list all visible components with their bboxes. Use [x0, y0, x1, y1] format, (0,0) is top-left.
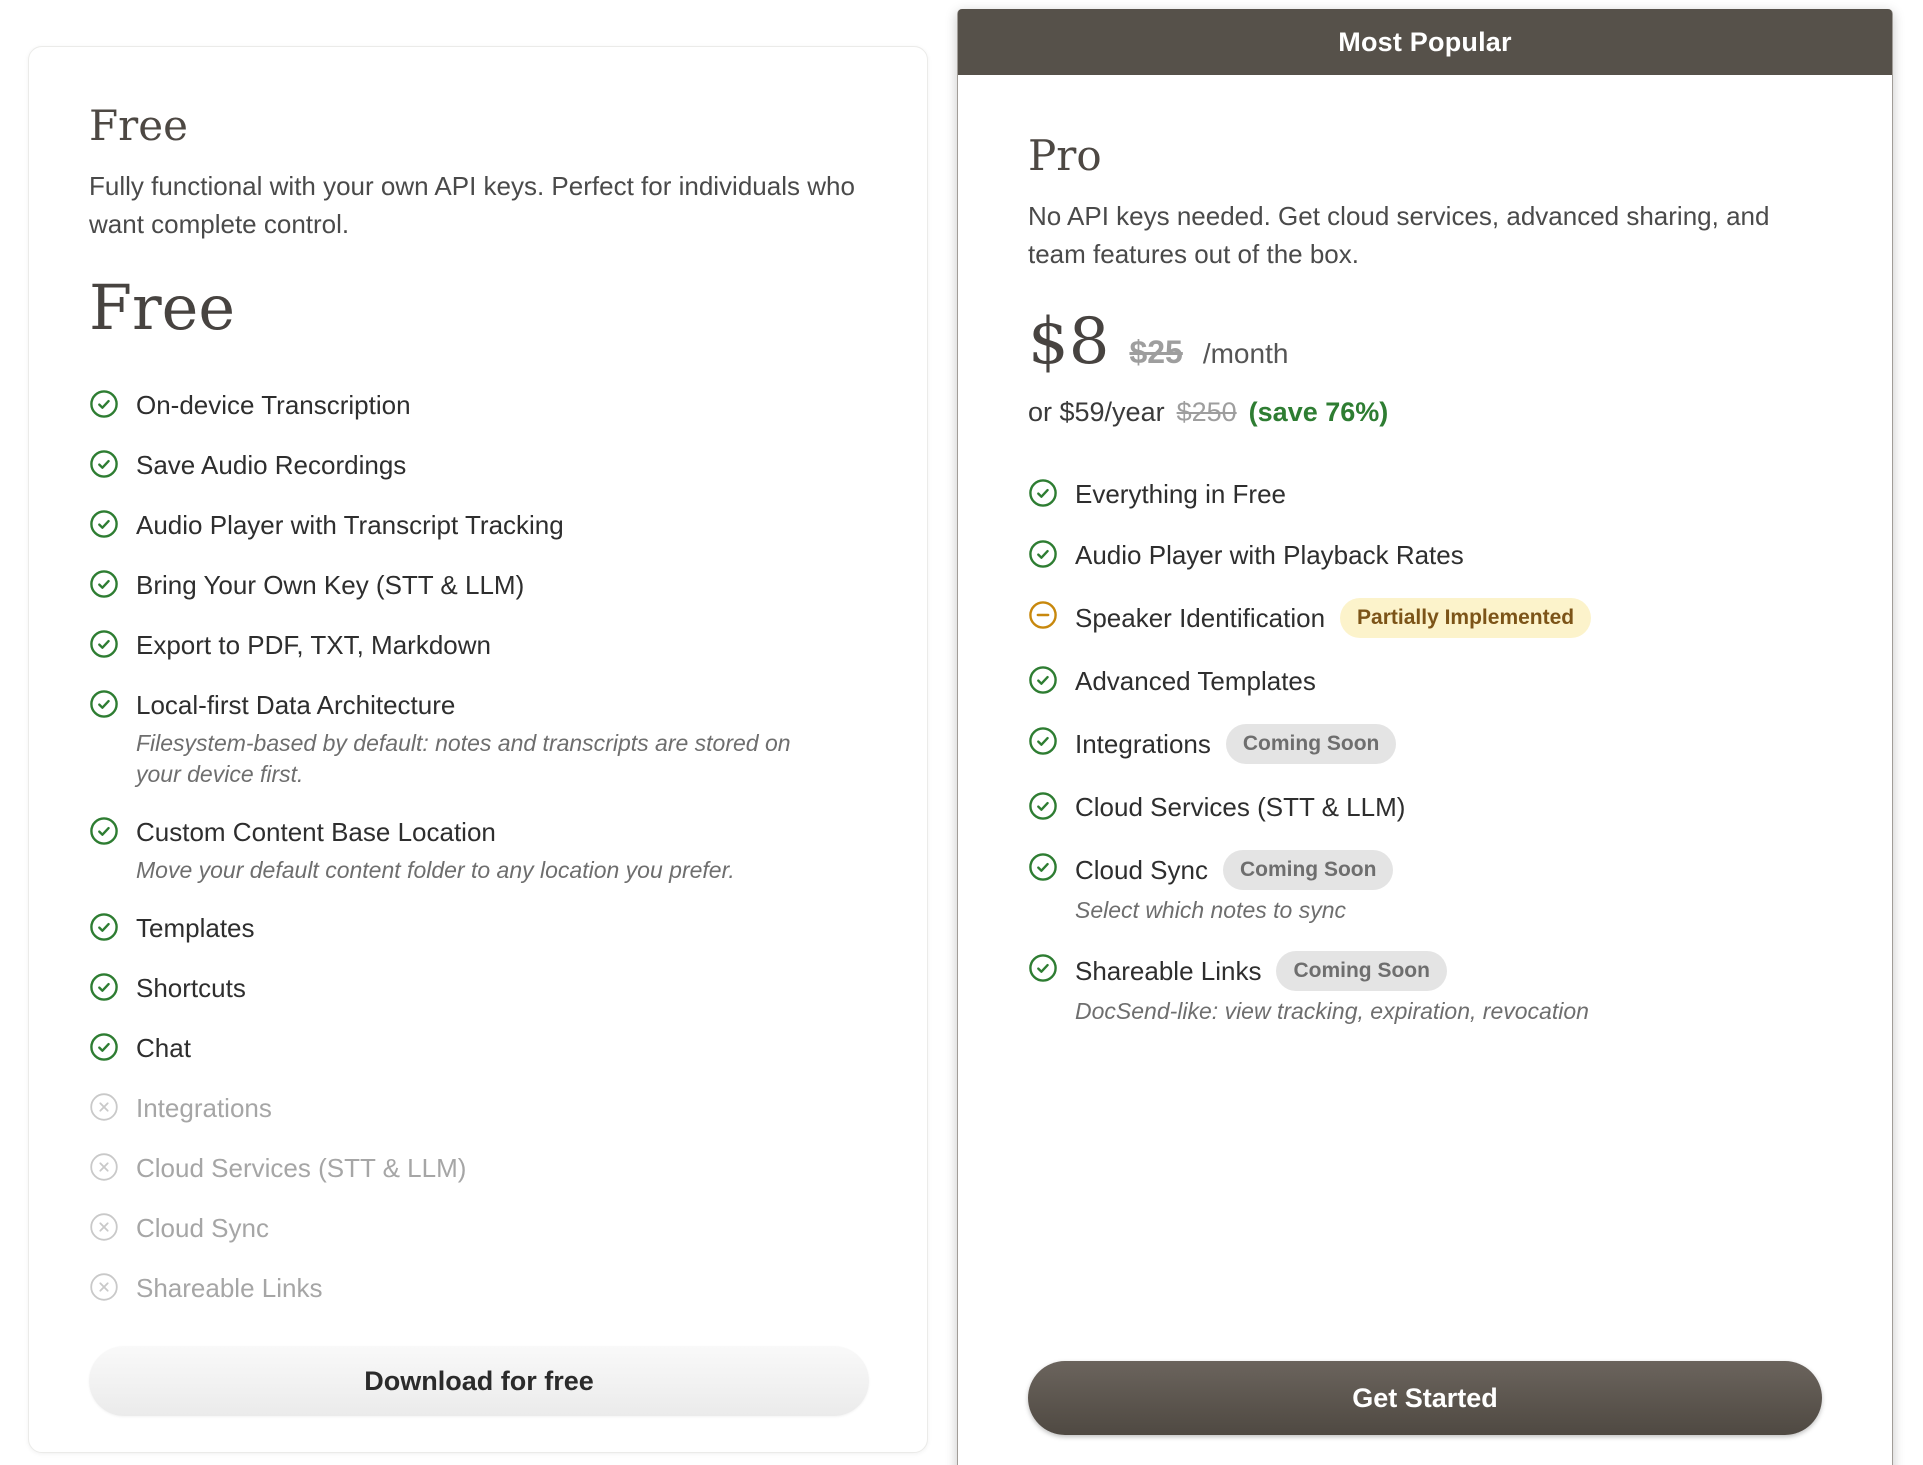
feature-note: Move your default content folder to any location you prefer. [136, 856, 735, 883]
feature-row [1028, 724, 1822, 764]
feature-row [1028, 951, 1822, 1027]
feature-note: Select which notes to sync [1075, 897, 1347, 924]
feature-row [1028, 789, 1822, 825]
feature-row [1028, 476, 1822, 512]
x-circle-icon [89, 1212, 119, 1242]
pro-plan-yearly-row [1028, 397, 1822, 428]
feature-label: Cloud Services (STT & LLM) [1075, 792, 1406, 823]
pro-plan-body [958, 75, 1892, 1465]
feature-label: Local-first Data Architecture [136, 689, 456, 720]
feature-row [89, 387, 869, 423]
feature-label: Cloud Sync [1075, 855, 1208, 886]
most-popular-banner: Most Popular [958, 9, 1892, 75]
check-circle-icon [1028, 539, 1058, 569]
feature-row [89, 814, 869, 886]
feature-row [1028, 598, 1822, 638]
free-plan-title: Free [89, 101, 188, 150]
get-started-button[interactable]: Get Started [1028, 1361, 1822, 1435]
check-circle-icon [89, 389, 119, 419]
x-circle-icon [89, 1272, 119, 1302]
pro-plan-original-price: $25 [1129, 334, 1183, 371]
feature-row [89, 1210, 869, 1246]
feature-status-badge: Coming Soon [1223, 850, 1393, 890]
feature-row [89, 687, 869, 790]
free-plan-description: Fully functional with your own API keys. Perfect for individuals who want complete control. [89, 171, 855, 240]
feature-row [89, 1090, 869, 1126]
feature-status-badge: Coming Soon [1276, 951, 1446, 991]
pro-plan-yearly-original: $250 [1176, 397, 1237, 428]
feature-note: DocSend-like: view tracking, expiration, revocation [1075, 998, 1589, 1025]
check-circle-icon [1028, 852, 1058, 882]
feature-row [89, 910, 869, 946]
feature-row [1028, 537, 1822, 573]
check-circle-icon [1028, 665, 1058, 695]
feature-label: Speaker Identification [1075, 603, 1326, 634]
feature-row [89, 627, 869, 663]
feature-label: Bring Your Own Key (STT & LLM) [136, 569, 525, 600]
feature-label: Shareable Links [136, 1272, 323, 1303]
feature-row [89, 970, 869, 1006]
free-plan-feature-list [89, 387, 869, 1330]
feature-label: Everything in Free [1075, 479, 1286, 510]
pro-plan-description: No API keys needed. Get cloud services, advanced sharing, and team features out of the box. [1028, 201, 1770, 270]
feature-label: Save Audio Recordings [136, 449, 407, 480]
feature-status-badge: Partially Implemented [1340, 598, 1591, 638]
pro-plan-price-row [1028, 307, 1822, 379]
pro-plan-title: Pro [1028, 131, 1102, 180]
check-circle-icon [1028, 791, 1058, 821]
feature-label: Custom Content Base Location [136, 816, 496, 847]
feature-label: Cloud Services (STT & LLM) [136, 1152, 467, 1183]
feature-label: Integrations [136, 1092, 272, 1123]
check-circle-icon [89, 912, 119, 942]
pro-plan-card [957, 9, 1893, 1465]
feature-label: On-device Transcription [136, 389, 411, 420]
check-circle-icon [89, 629, 119, 659]
feature-label: Chat [136, 1032, 191, 1063]
feature-label: Shareable Links [1075, 956, 1262, 987]
free-plan-price: Free [89, 271, 236, 345]
pro-plan-feature-list [1028, 476, 1822, 1052]
check-circle-icon [89, 569, 119, 599]
pro-plan-savings: (save 76%) [1248, 397, 1389, 428]
check-circle-icon [1028, 953, 1058, 983]
feature-label: Export to PDF, TXT, Markdown [136, 629, 491, 660]
feature-label: Advanced Templates [1075, 666, 1316, 697]
x-circle-icon [89, 1092, 119, 1122]
feature-label: Integrations [1075, 729, 1211, 760]
check-circle-icon [1028, 726, 1058, 756]
check-circle-icon [89, 449, 119, 479]
feature-label: Audio Player with Transcript Tracking [136, 509, 564, 540]
feature-label: Templates [136, 912, 255, 943]
check-circle-icon [89, 972, 119, 1002]
check-circle-icon [89, 509, 119, 539]
check-circle-icon [89, 1032, 119, 1062]
pro-plan-price-period: /month [1202, 338, 1289, 370]
feature-note: Filesystem-based by default: notes and transcripts are stored on your device first. [136, 729, 791, 787]
feature-row [89, 567, 869, 603]
minus-circle-icon [1028, 600, 1058, 630]
free-plan-card [28, 46, 928, 1453]
check-circle-icon [1028, 478, 1058, 508]
feature-row [89, 1150, 869, 1186]
feature-label: Cloud Sync [136, 1212, 269, 1243]
feature-row [1028, 663, 1822, 699]
feature-row [1028, 850, 1822, 926]
pro-plan-yearly-price: or $59/year [1028, 397, 1165, 428]
feature-row [89, 1030, 869, 1066]
feature-status-badge: Coming Soon [1226, 724, 1396, 764]
feature-row [89, 1270, 869, 1306]
feature-label: Audio Player with Playback Rates [1075, 540, 1464, 571]
check-circle-icon [89, 816, 119, 846]
check-circle-icon [89, 689, 119, 719]
pro-plan-price: $8 [1028, 305, 1110, 380]
download-free-button[interactable]: Download for free [89, 1346, 869, 1416]
feature-row [89, 507, 869, 543]
feature-row [89, 447, 869, 483]
x-circle-icon [89, 1152, 119, 1182]
feature-label: Shortcuts [136, 972, 246, 1003]
